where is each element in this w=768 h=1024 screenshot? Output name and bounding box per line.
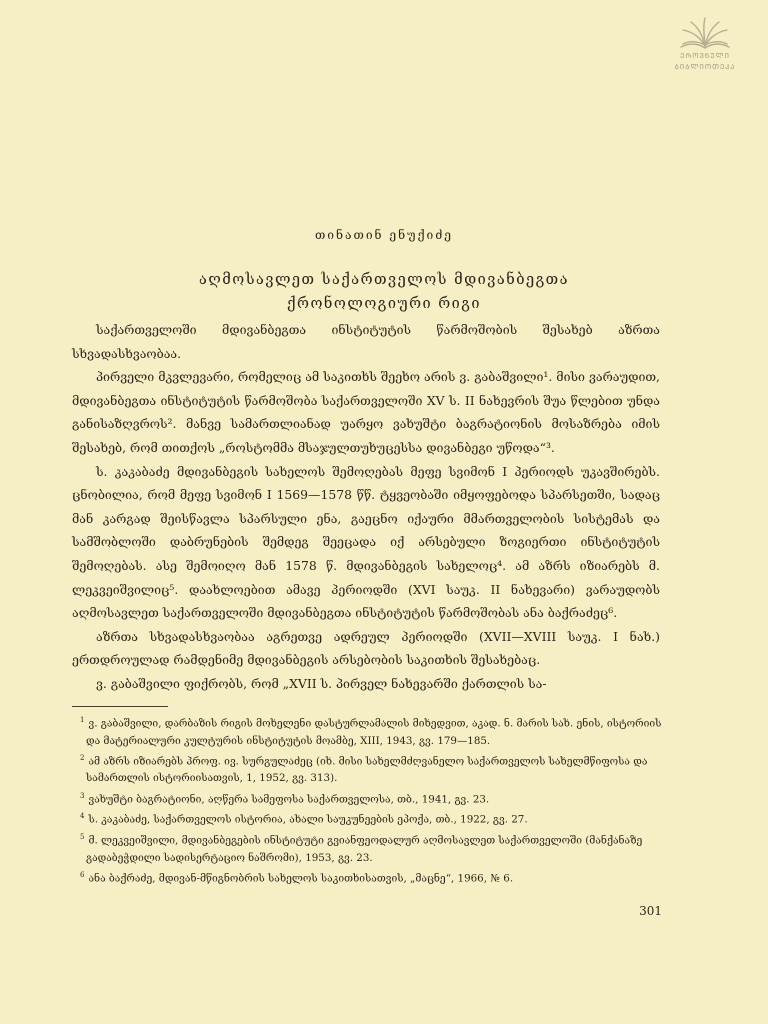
footnote-text: ანა ბაქრაძე, მდივან-მწიგნობრის სახელოს საკითხისათვის, „მაცნე“, 1966, № 6. (88, 872, 514, 885)
body-paragraph: პირველი მკვლევარი, რომელიც ამ საკითხს შეეხო არის ვ. გაბაშვილი¹. მისი ვარაუდით, მდივანბეგთა ინსტიტუტის წარმოშობა საქართველოში XV ს. II ნახევრის შუა წლებით უნდა განისაზღვროს². მანვე სამართლიანად უარყო ვახუშტი ბაგრატიონის მოსაზრება იმის შესახებ, რომ თითქოს „როსტომმა მსაჯულთუხუცესსა დივანბეგი უწოდა“³. (72, 369, 660, 455)
footnote (72, 712, 662, 750)
page-number: 301 (639, 904, 662, 918)
footnote-number: 4 (80, 812, 85, 821)
footnote-number: 1 (80, 716, 85, 724)
footnote (72, 808, 662, 829)
title-line-1: აღმოსავლეთ საქართველოს მდივანბეგთა (199, 272, 569, 288)
article-title (120, 268, 648, 316)
book-with-leaves-icon (673, 16, 737, 50)
footnote-text: ამ აზრს იზიარებს პროფ. ივ. სურგულაძეც (იხ. მისი სახელმძღვანელო საქართველოს სახელმწიფოსა და სამართლის ისტორიისათვის, 1, 1952, გვ. 313). (86, 755, 648, 785)
body-paragraph: საქართველოში მდივანბეგთა ინსტიტუტის წარმოშობის შესახებ აზრთა სხვადასხვაობაა. (72, 322, 660, 361)
body-paragraph: ს. კაკაბაძე მდივანბეგის სახელოს შემოღებას მეფე სვიმონ I პერიოდს უკავშირებს. ცნობილია, რომ მეფე სვიმონ I 1569—1578 წწ. ტყვეობაში იმყოფებოდა სპარსეთში, სადაც მან კარგად შეისწავლა სპარსული ენა, გაეცნო იქაური მმართველობის სისტემას და სამშობლოში დაბრუნების შემდეგ შეეცადა იქ არსებული ზოგიერთი ინსტიტუტის შემოღებას. ასე შემოიღო მან 1578 წ. მდივანბეგის სახელოც⁴. ამ აზრს იზიარებს მ. ლეკვეიშვილიც⁵. დაახლოებით ამავე პერიოდში (XVI საუკ. II ნახევარი) ვარაუდობს აღმოსავლეთ საქართველოში მდივანბეგთა ინსტიტუტის წარმოშობას ანა ბაქრაძეც⁶. (72, 463, 660, 621)
footnote-number: 3 (80, 791, 85, 800)
footnote-text: ვ. გაბაშვილი, დარბაზის რიგის მოხელენი დასტურლამალის მიხედვით, აკად. ნ. მარის სახ. ენის, ისტორიის და მატერიალური კულტურის ინსტიტუტის მოამბე, XIII, 1943, გვ. 179—185. (86, 717, 662, 747)
footnote (72, 788, 662, 809)
body-paragraph: ვ. გაბაშვილი ფიქრობს, რომ „XVII ს. პირველ ნახევარში ქართლის სა- (96, 675, 547, 691)
footnote (72, 867, 662, 888)
footnote-number: 2 (80, 753, 85, 762)
library-logo (660, 16, 750, 80)
article-body (72, 318, 660, 696)
footnote-text: ს. კაკაბაძე, საქართველოს ისტორია, ახალი საუკუნეების ეპოქა, თბ., 1922, გვ. 27. (88, 813, 528, 826)
footnote-number: 5 (80, 832, 85, 841)
footnote-text: ვახუშტი ბაგრატიონი, აღწერა სამეფოსა საქართველოსა, თბ., 1941, გვ. 23. (88, 793, 490, 806)
footnote (72, 829, 662, 867)
library-logo-line1: ᲔᲠᲝᲕᲜᲣᲚᲘ (680, 52, 730, 60)
footnote-number: 6 (80, 870, 85, 879)
library-logo-line2: ᲑᲘᲑᲚᲘᲝᲗᲔᲙᲐ (674, 63, 736, 71)
footnote (72, 750, 662, 788)
footnote-divider (72, 706, 168, 707)
footnotes (72, 712, 662, 887)
title-line-2: ქრონოლოგიური რიგი (287, 296, 481, 312)
footnote-text: მ. ლეკვეიშვილი, მდივანბეგების ინსტიტუტი გვიანფეოდალურ აღმოსავლეთ საქართველოში (მანქანაზე გადაბეჭდილი სადისერტაციო ნაშრომი), 1953, გვ. 23. (86, 834, 643, 864)
body-paragraph: აზრთა სხვადასხვაობაა აგრეთვე ადრეულ პერიოდში (XVII—XVIII საუკ. I ნახ.) ერთდროულად რამდენიმე მდივანბეგის არსებობის საკითხის შესახებაც. (72, 628, 660, 668)
article-author: თინათინ ენუქიძე (314, 228, 454, 242)
